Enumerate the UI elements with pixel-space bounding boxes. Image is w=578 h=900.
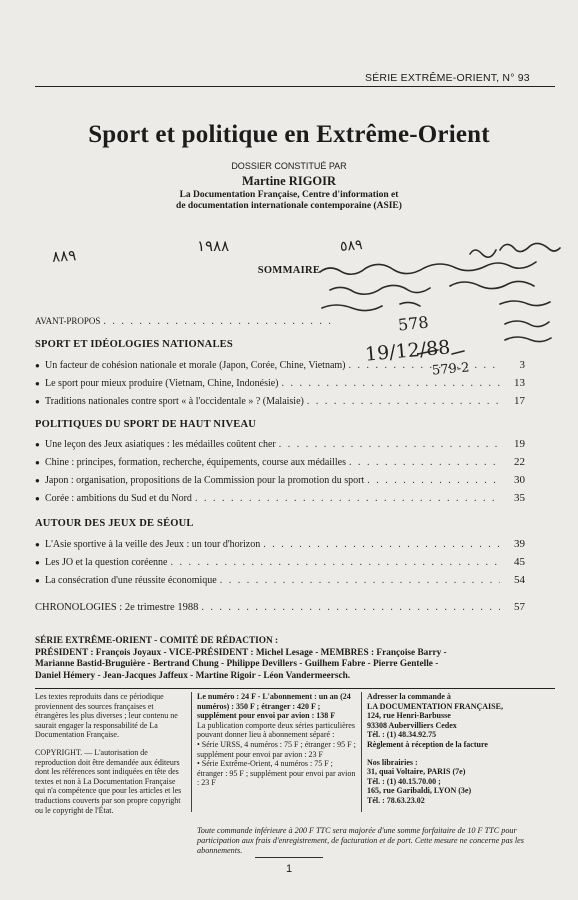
toc-item: ● Une leçon des Jeux asiatiques : les médailles coûtent cher . . . 19 bbox=[35, 438, 525, 450]
handwritten-left: ٨٨٩ bbox=[51, 246, 77, 266]
dossier-label: DOSSIER CONSTITUÉ PAR bbox=[231, 161, 347, 171]
subscription-info: Le numéro : 24 F - L'abonnement : un an (24 numéros) : 350 F ; étranger : 420 F ; supplément pour envoi par avion : 138 F La publication comporte deux séries particulières pouvant donner lieu à abonnement séparé : • Série URSS, 4 numéros : 75 F ; étranger : 95 F ; supplément pour envoi par avion : 23 F • Série Extrême-Orient, 4 numéros : 75 F ; étranger : 95 F ; supplément pour envoi par avion : 23 F bbox=[197, 692, 356, 788]
section-title-3: AUTOUR DES JEUX DE SÉOUL bbox=[35, 518, 194, 529]
page-number: 1 bbox=[285, 863, 293, 875]
toc-item: ● Les JO et la question coréenne . . . 45 bbox=[35, 556, 525, 568]
legal-notice: Les textes reproduits dans ce périodique proviennent des sources françaises et étrangères les plus diverses ; leur contenu ne saurait engager la responsabilité de La Documentation Française. COPYRIGHT. — L'autorisation de reproduction doit être demandée aux éditeurs dont les références sont indiquées en tête des textes et non à La Documentation Française qui n'a compétence que pour les articles et les traductions couverts par son propre copyright ou le copyright de l'État. bbox=[35, 692, 182, 815]
column-divider bbox=[191, 692, 192, 812]
stamp-date: 19/12/88 bbox=[364, 336, 452, 366]
toc-chronologies: CHRONOLOGIES : 2e trimestre 1988 . . . 57 bbox=[35, 601, 525, 613]
toc-avant-propos: AVANT-PROPOS . . . bbox=[35, 316, 335, 327]
handwritten-right: ٥٨٩ bbox=[339, 237, 364, 255]
author-name: Martine RIGOIR bbox=[241, 174, 337, 188]
order-note: Toute commande inférieure à 200 F TTC sera majorée d'une somme forfaitaire de 10 F TTC pour participation aux frais d'enregistrement, de facturation et de port. Cette mesure ne concerne pas les abonnements. bbox=[197, 826, 524, 855]
section-title-2: POLITIQUES DU SPORT DE HAUT NIVEAU bbox=[35, 419, 257, 430]
handwritten-middle: ١٩٨٨ bbox=[197, 237, 230, 255]
toc-item: ● Japon : organisation, propositions de la Commission pour la promotion du sport . . . 30 bbox=[35, 474, 525, 486]
footer-rule bbox=[35, 688, 555, 689]
column-divider bbox=[361, 692, 362, 812]
toc-item: ● La consécration d'une réussite économique . . . 54 bbox=[35, 574, 525, 586]
toc-item: ● Traditions nationales contre sport « à l'occidentale » ? (Malaisie) . . . 17 bbox=[35, 395, 525, 407]
toc-item: ● Chine : principes, formation, recherche, équipements, course aux médailles . . . 22 bbox=[35, 456, 525, 468]
affiliation-line-1: La Documentation Française, Centre d'information et bbox=[179, 190, 399, 200]
stamp-reference: 579-2 bbox=[431, 360, 471, 379]
order-address: Adresser la commande à LA DOCUMENTATION FRANÇAISE, 124, rue Henri-Barbusse 93308 Aubervilliers Cedex Tél. : (1) 48.34.92.75 Règlement à réception de la facture Nos librairies : 31, quai Voltaire, PARIS (7e) Tél. : (1) 40.15.70.00 ; 165, rue Garibaldi, LYON (3e) Tél. : 78.63.23.02 bbox=[367, 692, 503, 805]
toc-item: ● L'Asie sportive à la veille des Jeux : un tour d'horizon . . . 39 bbox=[35, 538, 525, 550]
section-title-1: SPORT ET IDÉOLOGIES NATIONALES bbox=[35, 339, 233, 350]
series-header: SÉRIE EXTRÊME-ORIENT, N° 93 bbox=[365, 72, 530, 84]
author-affiliation bbox=[0, 190, 578, 212]
stamp-number: 578 bbox=[397, 312, 430, 335]
toc-item: ● Le sport pour mieux produire (Vietnam, Chine, Indonésie) . . . 13 bbox=[35, 377, 525, 389]
header-rule bbox=[35, 86, 555, 87]
affiliation-line-2: de documentation internationale contemporaine (ASIE) bbox=[176, 201, 402, 211]
page-title: Sport et politique en Extrême-Orient bbox=[88, 121, 490, 148]
editorial-committee: SÉRIE EXTRÊME-ORIENT - COMITÉ DE RÉDACTION : PRÉSIDENT : François Joyaux - VICE-PRÉSIDENT : Michel Lesage - MEMBRES : Françoise Barry - Marianne Bastid-Bruguière - Bertrand Chung - Philippe Devillers - Guilhem Fabre - Pierre Gentelle - Daniel Hémery - Jean-Jacques Jaffeux - Martine Rigoir - Léon Vandermeersch. bbox=[35, 636, 447, 681]
page-number-rule bbox=[255, 857, 323, 858]
summary-heading: SOMMAIRE bbox=[257, 265, 321, 276]
toc-item: ● Un facteur de cohésion nationale et morale (Japon, Corée, Chine, Vietnam) . . . 3 bbox=[35, 359, 525, 371]
toc-item: ● Corée : ambitions du Sud et du Nord . . . 35 bbox=[35, 492, 525, 504]
